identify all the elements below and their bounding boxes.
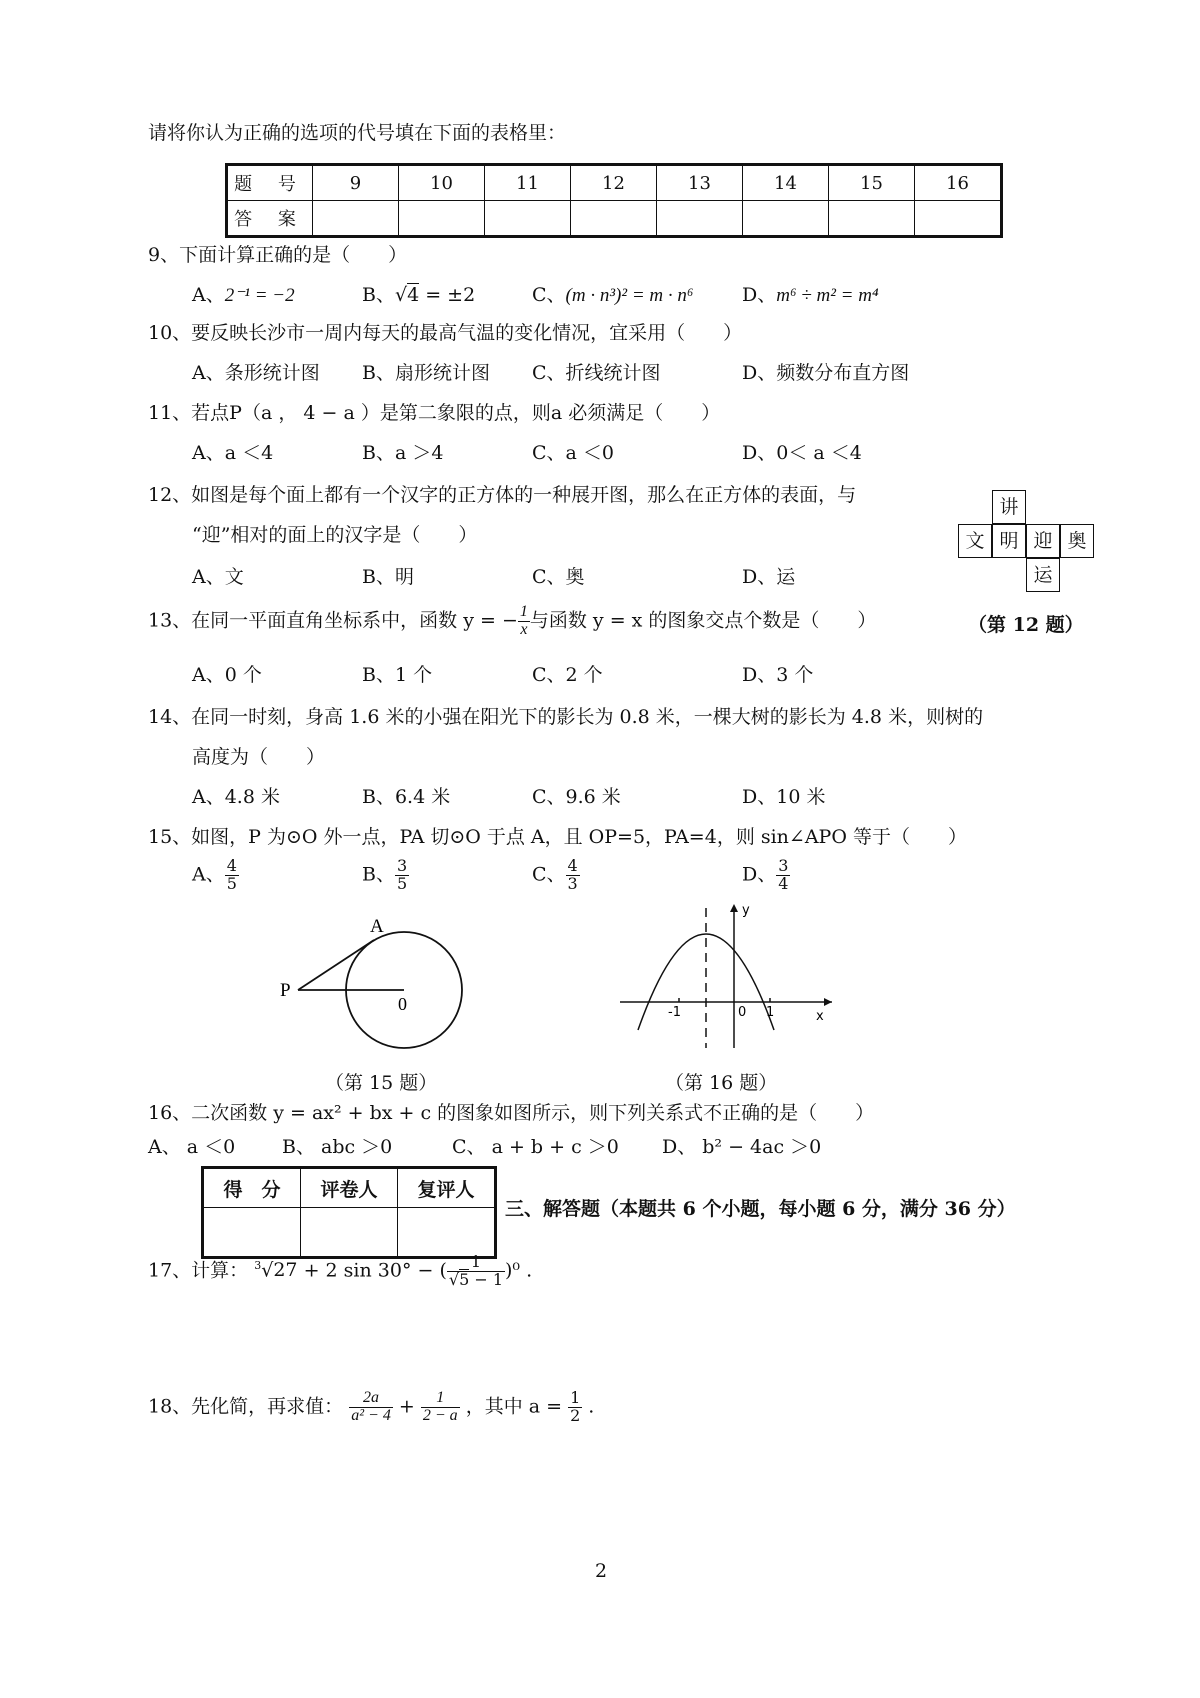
grader-header: 评卷人	[301, 1168, 398, 1208]
question-11-option-c: C、a ＜0	[532, 442, 614, 464]
question-16-option-b: B、 abc ＞0	[282, 1136, 393, 1158]
fraction: $\frac{1}{2 - a}$	[422, 1389, 458, 1424]
label-o: 0	[398, 994, 407, 1014]
net-cell: 明	[992, 524, 1026, 558]
question-number-cell: 16	[915, 165, 1002, 201]
grader-cell[interactable]	[301, 1208, 398, 1258]
net-cell-bottom: 运	[1026, 558, 1060, 592]
answer-cell[interactable]	[829, 201, 915, 237]
label-a: A	[370, 916, 384, 937]
question-16-option-d: D、 b² − 4ac ＞0	[662, 1136, 822, 1158]
question-12-option-a: A、文	[192, 566, 244, 588]
fraction: $\frac{1}{x}$	[519, 603, 528, 638]
answer-cell[interactable]	[915, 201, 1002, 237]
fraction: $\frac{4}{5}$	[226, 856, 237, 893]
reviewer-header: 复评人	[398, 1168, 496, 1208]
fraction: $\frac{1}{2}$	[570, 1388, 581, 1425]
figure-15-caption: （第 15 题）	[325, 1072, 438, 1094]
question-16-option-c: C、 a + b + c ＞0	[452, 1136, 619, 1158]
question-12-stem-line2: “迎”相对的面上的汉字是（ ）	[192, 524, 478, 546]
question-12-option-b: B、明	[362, 566, 414, 588]
y-axis-arrow	[730, 904, 738, 912]
question-10-stem: 10、要反映长沙市一周内每天的最高气温的变化情况，宜采用（ ）	[148, 322, 743, 344]
question-10-option-a: A、条形统计图	[192, 362, 320, 384]
question-13-option-a: A、0 个	[192, 664, 262, 686]
label-p: P	[280, 980, 291, 1001]
question-13-option-c: C、2 个	[532, 664, 603, 686]
net-cell: 奥	[1060, 524, 1094, 558]
fraction: $\frac{3}{4}$	[778, 856, 789, 893]
question-14-option-c: C、9.6 米	[532, 786, 621, 808]
question-14-option-b: B、6.4 米	[362, 786, 451, 808]
y-axis-label: y	[742, 903, 750, 918]
net-cell: 迎	[1026, 524, 1060, 558]
question-11-option-d: D、0＜ a ＜4	[742, 442, 862, 464]
answer-table	[225, 163, 1003, 238]
sqrt-symbol: √	[394, 284, 408, 306]
question-number-cell: 12	[571, 165, 657, 201]
question-15-option-c: C、 $\frac{4}{3}$	[532, 856, 578, 893]
question-14-stem-line1: 14、在同一时刻，身高 1.6 米的小强在阳光下的影长为 0.8 米，一棵大树的影长为 4.8 米，则树的	[148, 706, 984, 728]
question-10-option-b: B、扇形统计图	[362, 362, 490, 384]
x-axis-arrow	[824, 998, 832, 1006]
fraction: $\frac{4}{3}$	[567, 856, 578, 893]
question-11-stem: 11、若点P（a ， 4 − a ）是第二象限的点，则a 必须满足（ ）	[148, 402, 721, 424]
question-16-option-a: A、 a ＜0	[148, 1136, 236, 1158]
answer-cell[interactable]	[571, 201, 657, 237]
score-header: 得 分	[203, 1168, 301, 1208]
net-cell: 文	[958, 524, 992, 558]
figure-12-caption: （第 12 题）	[968, 614, 1084, 636]
fraction: $\frac{1}{√5 - 1}$	[448, 1252, 504, 1289]
question-number-cell: 15	[829, 165, 915, 201]
question-10-option-c: C、折线统计图	[532, 362, 661, 384]
question-12-stem-line1: 12、如图是每个面上都有一个汉字的正方体的一种展开图，那么在正方体的表面，与	[148, 484, 857, 506]
score-cell[interactable]	[203, 1208, 301, 1258]
question-number-cell: 14	[743, 165, 829, 201]
tick-label-neg1: -1	[668, 1005, 681, 1020]
question-number-cell: 13	[657, 165, 743, 201]
question-13-option-d: D、3 个	[742, 664, 814, 686]
question-9-option-c: C、(m · n³)² = m · n⁶	[532, 284, 694, 306]
question-15-stem: 15、如图，P 为⊙O 外一点，PA 切⊙O 于点 A，且 OP=5，PA=4，则 sin∠APO 等于（ ）	[148, 826, 967, 848]
instruction-text: 请将你认为正确的选项的代号填在下面的表格里：	[148, 122, 567, 144]
row-label-number: 题 号	[227, 165, 313, 201]
question-9-option-a: A、2⁻¹ = −2	[192, 284, 295, 306]
answer-cell[interactable]	[743, 201, 829, 237]
question-17: 17、计算： $^3$√27 + 2 sin 30° − ( $\frac{1}{√5 - 1}$ )⁰ .	[148, 1252, 533, 1289]
answer-cell[interactable]	[399, 201, 485, 237]
figure-15-circle-tangent	[270, 910, 490, 1060]
fraction: $\frac{3}{5}$	[396, 856, 408, 893]
question-10-option-d: D、频数分布直方图	[742, 362, 910, 384]
question-9-option-b: B、√4 = ±2	[362, 284, 476, 306]
question-11-option-b: B、a ＞4	[362, 442, 444, 464]
net-cell-top: 讲	[992, 490, 1026, 524]
answer-cell[interactable]	[485, 201, 571, 237]
question-15-option-d: D、 $\frac{3}{4}$	[742, 856, 789, 893]
question-12-option-c: C、奥	[532, 566, 585, 588]
question-14-option-a: A、4.8 米	[192, 786, 280, 808]
question-11-option-a: A、a ＜4	[192, 442, 274, 464]
question-14-option-d: D、10 米	[742, 786, 826, 808]
tick-label-0: 0	[738, 1005, 747, 1020]
question-9-stem: 9、下面计算正确的是（ ）	[148, 244, 408, 266]
tick-label-1: 1	[766, 1005, 775, 1020]
question-16-stem: 16、二次函数 y = ax² + bx + c 的图象如图所示，则下列关系式不正确的是（ ）	[148, 1102, 875, 1124]
question-14-stem-line2: 高度为（ ）	[192, 746, 326, 768]
fraction: $\frac{2a}{\text{a² − 4}}$	[351, 1389, 391, 1424]
x-axis-label: x	[816, 1009, 824, 1024]
question-15-option-b: B、 $\frac{3}{5}$	[362, 856, 408, 893]
reviewer-cell[interactable]	[398, 1208, 496, 1258]
tangent-pa	[298, 940, 374, 990]
score-table	[201, 1166, 497, 1259]
question-13-stem: 13、在同一平面直角坐标系中，函数 y = − $\frac{1}{x}$ 与函数 y = x 的图象交点个数是（ ）	[148, 603, 877, 638]
question-13-option-b: B、1 个	[362, 664, 433, 686]
question-18: 18、先化简，再求值： $\frac{2a}{\text{a² − 4}}$ + $\frac{1}{2 - a}$ ，其中 a = $\frac{1}{2}$ .	[148, 1388, 595, 1425]
page-number: 2	[595, 1560, 608, 1582]
figure-16-parabola	[610, 898, 840, 1058]
question-12-option-d: D、运	[742, 566, 796, 588]
figure-16-caption: （第 16 题）	[665, 1072, 778, 1094]
question-9-option-d: D、m⁶ ÷ m² = m⁴	[742, 284, 879, 306]
section-3-heading: 三、解答题（本题共 6 个小题，每小题 6 分，满分 36 分）	[505, 1198, 1016, 1220]
question-number-cell: 10	[399, 165, 485, 201]
question-number-cell: 11	[485, 165, 571, 201]
answer-cell[interactable]	[657, 201, 743, 237]
sqrt-symbol: √	[261, 1259, 274, 1282]
sqrt-symbol: √	[448, 1269, 460, 1289]
answer-cell[interactable]	[313, 201, 399, 237]
question-number-cell: 9	[313, 165, 399, 201]
row-label-answer: 答 案	[227, 201, 313, 237]
question-15-option-a: A、 $\frac{4}{5}$	[192, 856, 237, 893]
